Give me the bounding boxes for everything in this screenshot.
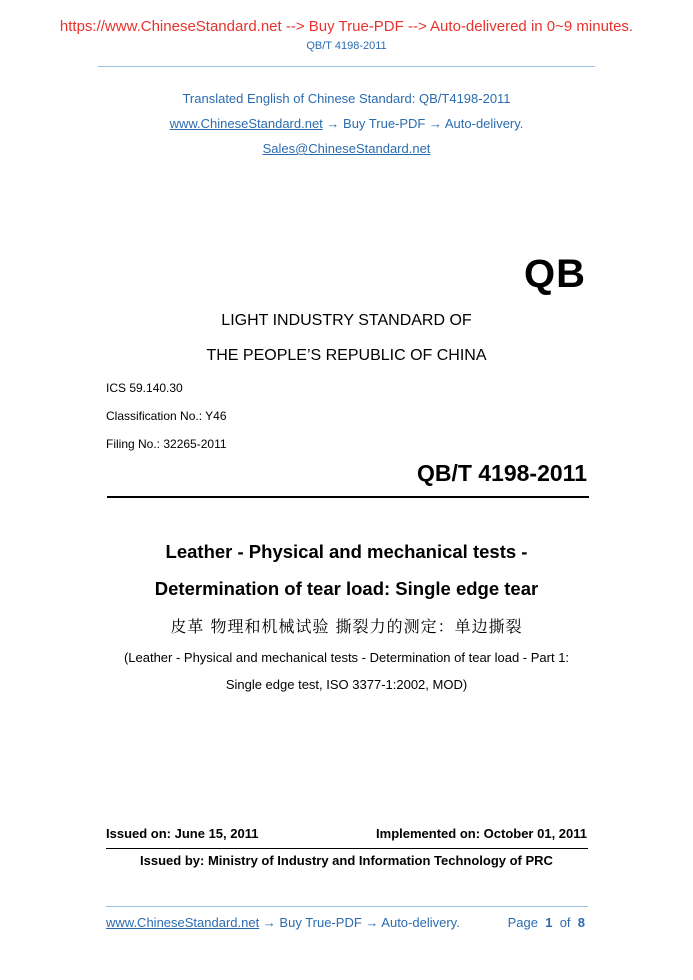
footer-rule [106,906,588,907]
top-banner[interactable]: https://www.ChineseStandard.net --> Buy True-PDF --> Auto-delivered in 0~9 minutes. [59,18,634,35]
standard-title-line1: LIGHT INDUSTRY STANDARD OF [221,312,472,329]
standard-number: QB/T 4198-2011 [416,460,587,486]
footer-site-line [106,915,460,930]
iso-note-line1: (Leather - Physical and mechanical tests - Determination of tear load - Part 1: [123,650,570,665]
standard-code: QB [524,252,586,296]
page-number: 1 [545,915,553,930]
translation-note: Translated English of Chinese Standard: QB/T4198-2011 [182,91,511,106]
issued-on-date: Issued on: June 15, 2011 [106,826,259,841]
header-rule [98,66,595,67]
site-link[interactable]: www.ChineseStandard.net [169,116,323,131]
standard-title-line2: THE PEOPLE’S REPUBLIC OF CHINA [206,347,487,364]
dates-rule [106,848,588,849]
classification-no: Classification No.: Y46 [106,409,227,423]
of-label: of [559,915,571,930]
filing-no: Filing No.: 32265-2011 [106,437,227,451]
site-line [0,116,693,131]
iso-note-line2: Single edge test, ISO 3377-1:2002, MOD) [225,677,468,692]
site-line-text: → Buy True-PDF → Auto-delivery. [322,116,524,131]
title-en-line2: Determination of tear load: Single edge tear [154,578,539,599]
page-indicator [508,915,585,930]
title-rule [107,496,589,498]
page-total: 8 [577,915,585,930]
email-line [0,141,693,156]
implemented-on-date: Implemented on: October 01, 2011 [376,826,587,841]
issuing-authority: Issued by: Ministry of Industry and Information Technology of PRC [140,853,553,868]
ics-code: ICS 59.140.30 [106,381,183,395]
title-cn: 皮革 物理和机械试验 撕裂力的测定：单边撕裂 [170,617,523,636]
page-label: Page [507,915,538,930]
footer-site-text: → Buy True-PDF → Auto-delivery. [259,915,460,930]
footer-site-link[interactable]: www.ChineseStandard.net [106,915,260,930]
email-link[interactable]: Sales@ChineseStandard.net [262,141,431,156]
title-en-line1: Leather - Physical and mechanical tests - [165,541,528,562]
header-doc-id: QB/T 4198-2011 [306,40,387,52]
